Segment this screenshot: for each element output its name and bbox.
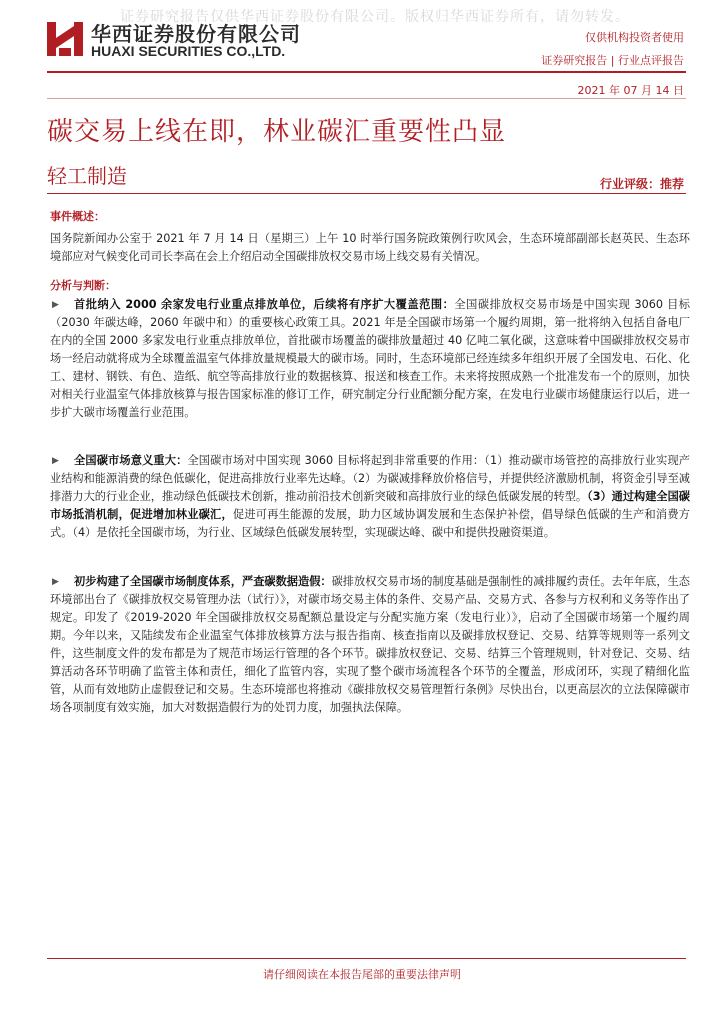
point-2-text: 全国碳市场对中国实现 3060 目标将起到非常重要的作用：（1）推动碳市场管控的高排放行业实现产业结构和能源消费的绿色低碳化，促进高排放行业率先达峰。（2）为碳减排释放价格信号，并提供经济激励机制，将资金引导至减排潜力大的行业企业，推动绿色低碳技术创新，推动前沿技术创新突破和高排放行业的绿色低碳发展的转型。 xyxy=(50,454,690,503)
event-paragraph: 国务院新闻办公室于 2021 年 7 月 14 日（星期三）上午 10 时举行国务院政策例行吹风会，生态环境部副部长赵英民、生态环境部应对气候变化司司长李高在会上介绍启动全国碳排放权交易市场上线交易有关情况。 xyxy=(50,232,690,263)
analysis-point-2 xyxy=(50,452,690,542)
bullet-icon: ▶ xyxy=(52,300,59,310)
company-name-en: HUAXI SECURITIES CO.,LTD. xyxy=(91,43,286,59)
point-3-text: 碳排放权交易市场的制度基础是强制性的减排履约责任。去年年底，生态环境部出台了《碳排放权交易管理办法（试行）》，对碳市场交易主体的条件、交易产品、交易方式、各参与方权利和义务等作出了规定。印发了《2019-2020 年全国碳排放权交易配额总量设定与分配实施方案（发电行业）》，启动了全国碳市场第一个履约周期。今年以来，又陆续发布企业温室气体排放核算方法与报告指南、核查指南以及碳排放权登记、交易、结算等规则等一系列文件，这些制度文件的发布都是为了规范市场运行管理的各个环节。碳排放权登记、交易、结算三个管理规则，针对登记、交易、结算活动各环节明确了监管主体和责任，细化了监管内容，实现了整个碳市场流程各个环节的全覆盖，形成闭环，实现了精细化监管，从而有效地防止虚假登记和交易。生态环境部也将推动《碳排放权交易管理暂行条例》尽快出台，以更高层次的立法保障碳市场各项制度有效实施，加大对数据造假行为的处罚力度，加强执法保障。 xyxy=(50,575,690,714)
analysis-point-1 xyxy=(50,296,690,422)
audience-tag: 仅供机构投资者使用 xyxy=(585,31,684,44)
header-divider xyxy=(47,71,686,73)
huaxi-logo-icon xyxy=(47,18,83,58)
bullet-icon: ▶ xyxy=(52,456,59,466)
point-2-lead2: （3）通过构建全国碳市场抵消机制，促进增加林业碳汇， xyxy=(50,490,690,521)
watermark-text: 证券研究报告仅供华西证券股份有限公司。版权归华西证券所有，请勿转发。 xyxy=(120,9,630,25)
title-divider xyxy=(47,193,686,194)
event-heading: 事件概述： xyxy=(50,210,105,223)
legal-notice: 请仔细阅读在本报告尾部的重要法律声明 xyxy=(263,968,461,981)
industry-rating: 行业评级：推荐 xyxy=(599,177,684,191)
point-2-text2: 促进可再生能源的发展，助力区域协调发展和生态保护补偿，倡导绿色低碳的生产和消费方式。（4）是依托全国碳市场，为行业、区域绿色低碳发展转型，实现碳达峰、碳中和提供投融资渠道。 xyxy=(50,508,690,539)
point-1-lead: 首批纳入 2000 余家发电行业重点排放单位，后续将有序扩大覆盖范围： xyxy=(74,298,455,311)
point-2-lead: 全国碳市场意义重大： xyxy=(74,454,188,467)
report-category: 证券研究报告 | 行业点评报告 xyxy=(541,54,684,67)
analysis-heading: 分析与判断： xyxy=(50,279,116,292)
report-date: 2021 年 07 月 14 日 xyxy=(577,84,684,97)
company-name-cn: 华西证券股份有限公司 xyxy=(91,22,301,46)
date-divider xyxy=(47,98,686,99)
point-3-lead: 初步构建了全国碳市场制度体系，严查碳数据造假： xyxy=(74,575,332,588)
footer-divider xyxy=(47,958,686,959)
point-1-text: 全国碳排放权交易市场是中国实现 3060 目标（2030 年碳达峰，2060 年碳中和）的重要核心政策工具。2021 年是全国碳市场第一个履约周期，第一批将纳入包括自备电厂在内的全国 2000 多家发电行业重点排放单位，首批碳市场覆盖的碳排放量超过 40 亿吨二氧化碳，这意味着中国碳排放权交易市场一经启动就将成为全球覆盖温室气体排放量规模最大的碳市场。同时，生态环境部已经连续多年组织开展了全国发电、石化、化工、建材、钢铁、有色、造纸、航空等高排放行业的数据核算、报送和核查工作。未来将按照成熟一个批准发布一个的原则，加快对相关行业温室气体排放核算与报告国家标准的修订工作，研究制定分行业配额分配方案，在发电行业碳市场健康运行以后，进一步扩大碳市场覆盖行业范围。 xyxy=(50,298,690,419)
industry-name: 轻工制造 xyxy=(47,164,127,188)
report-title: 碳交易上线在即，林业碳汇重要性凸显 xyxy=(47,117,507,147)
analysis-point-3 xyxy=(50,573,690,717)
bullet-icon: ▶ xyxy=(52,577,59,587)
